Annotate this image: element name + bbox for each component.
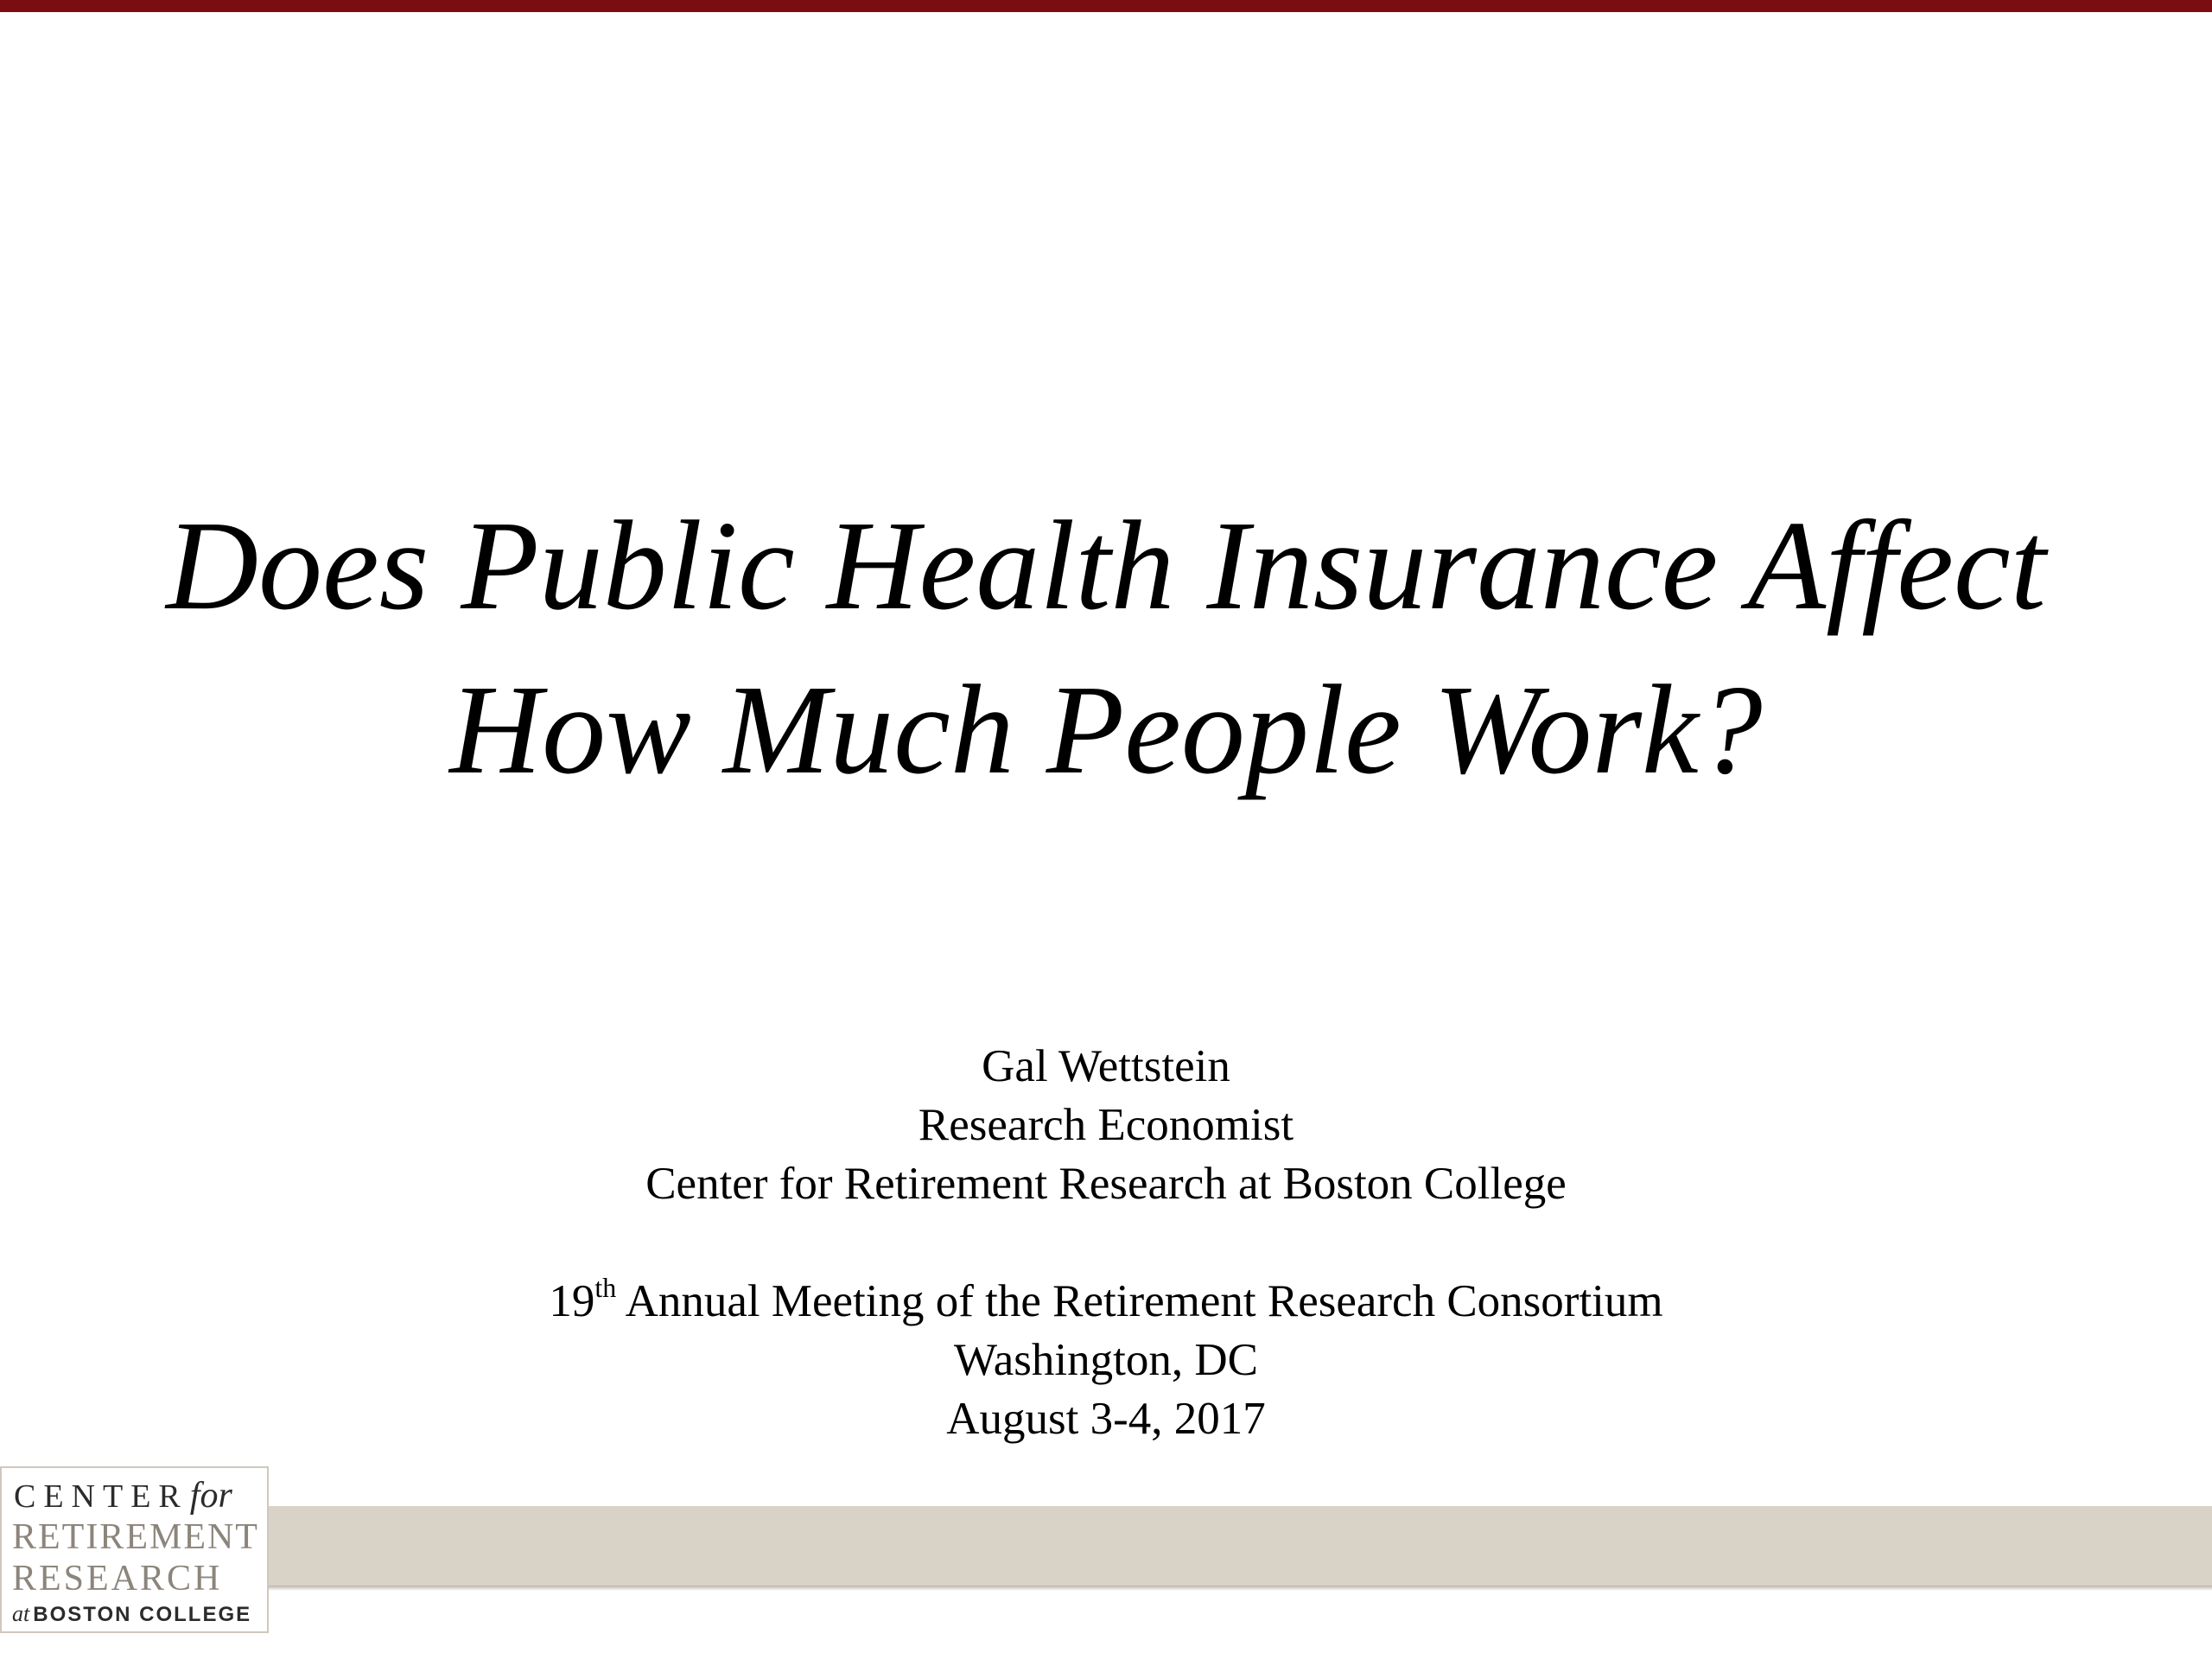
logo-line-boston-college bbox=[12, 1601, 251, 1627]
logo-word-research: RESEARCH bbox=[12, 1559, 223, 1599]
meeting-location: Washington, DC bbox=[953, 1335, 1258, 1385]
slide-title bbox=[0, 484, 2212, 812]
footer-shadow bbox=[0, 1586, 2212, 1591]
meeting-dates: August 3-4, 2017 bbox=[946, 1394, 1266, 1444]
author-affiliation: Center for Retirement Research at Boston College bbox=[645, 1159, 1567, 1209]
meeting-name: Annual Meeting of the Retirement Research Consortium bbox=[616, 1276, 1663, 1326]
top-accent-bar bbox=[0, 0, 2212, 12]
crr-logo bbox=[0, 1466, 269, 1633]
meeting-ordinal-suffix: th bbox=[594, 1272, 617, 1303]
logo-word-retirement: RETIREMENT bbox=[12, 1517, 259, 1557]
logo-word-center: CENTER bbox=[14, 1478, 188, 1515]
author-block bbox=[0, 1037, 2212, 1213]
meeting-block bbox=[0, 1272, 2212, 1448]
logo-line-center-for bbox=[14, 1475, 232, 1516]
slide-title-line-1: Does Public Health Insurance Affect bbox=[166, 495, 2046, 637]
logo-word-for: for bbox=[189, 1476, 232, 1516]
meeting-title bbox=[0, 1272, 2212, 1331]
logo-word-at: at bbox=[12, 1601, 30, 1626]
author-role: Research Economist bbox=[918, 1100, 1294, 1150]
slide-title-line-2: How Much People Work? bbox=[449, 659, 1763, 801]
footer-band bbox=[0, 1506, 2212, 1586]
logo-word-boston-college: BOSTON COLLEGE bbox=[33, 1603, 252, 1626]
meeting-ordinal-number: 19 bbox=[549, 1276, 595, 1326]
author-name: Gal Wettstein bbox=[982, 1041, 1230, 1091]
